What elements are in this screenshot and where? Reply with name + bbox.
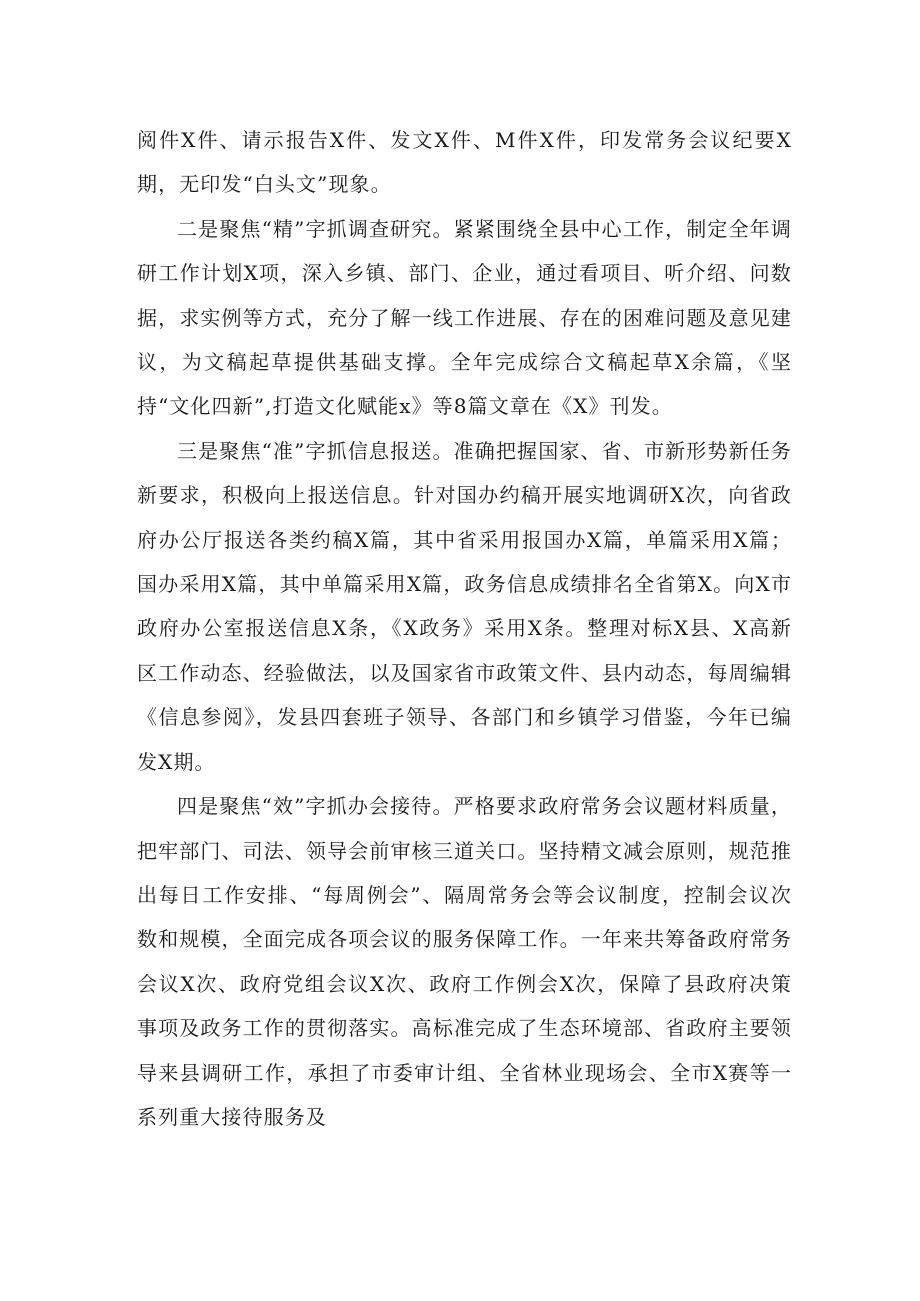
paragraph-continuation: 阅件X件、请示报告X件、发文X件、M件X件，印发常务会议纪要X期，无印发“白头文”现象。: [137, 128, 792, 197]
paragraph-research: 二是聚焦“精”字抓调查研究。紧紧围绕全县中心工作，制定全年调研工作计划X项，深入乡镇、部门、企业，通过看项目、听介绍、问数据，求实例等方式，充分了解一线工作进展、存在的困难问题及意见建议，为文稿起草提供基础支撑。全年完成综合文稿起草X余篇，《坚持“文化四新”,打造文化赋能x》等8篇文章在《X》刊发。: [137, 216, 792, 419]
paragraph-meetings: 四是聚焦“效”字抓办会接待。严格要求政府常务会议题材料质量，把牢部门、司法、领导会前审核三道关口。坚持精文减会原则，规范推出每日工作安排、“每周例会”、隔周常务会等会议制度，控制会议次数和规模，全面完成各项会议的服务保障工作。一年来共筹备政府常务会议X次、政府党组会议X次、政府工作例会X次，保障了县政府决策事项及政务工作的贯彻落实。高标准完成了生态环境部、省政府主要领导来县调研工作，承担了市委审计组、全省林业现场会、全市X赛等一系列重大接待服务及: [137, 794, 792, 1129]
paragraph-information: 三是聚焦“准”字抓信息报送。准确把握国家、省、市新形势新任务新要求，积极向上报送信息。针对国办约稿开展实地调研X次，向省政府办公厅报送各类约稿X篇，其中省采用报国办X篇，单篇采用X篇；国办采用X篇，其中单篇采用X篇，政务信息成绩排名全省第X。向X市政府办公室报送信息X条，《X政务》采用X条。整理对标X县、X高新区工作动态、经验做法，以及国家省市政策文件、县内动态，每周编辑《信息参阅》，发县四套班子领导、各部门和乡镇学习借鉴，今年已编发X期。: [137, 438, 793, 774]
document-body: [137, 118, 792, 1139]
